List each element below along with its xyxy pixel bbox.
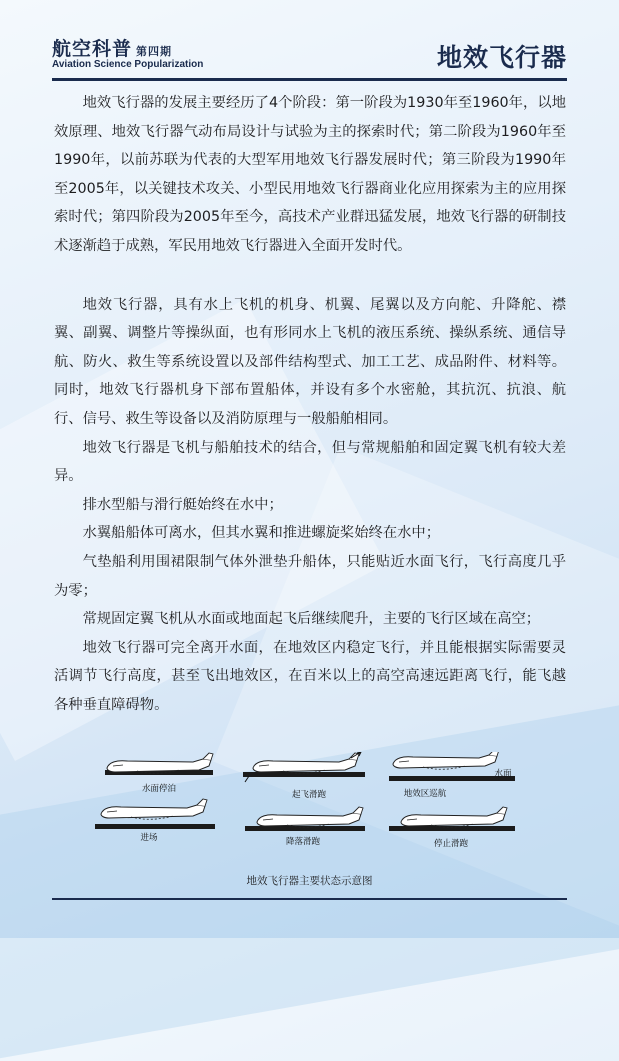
article-body [54, 89, 566, 719]
paragraph: 地效飞行器的发展主要经历了4个阶段：第一阶段为1930年至1960年，以地效原理、地效飞行器气动布局设计与试验为主的探索时代；第二阶段为1960年至1990年，以前苏联为代表的大型军用地效飞行器发展时代；第三阶段为1990年至2005年，以关键技术攻关、小型民用地效飞行器商业化应用探索为主的应用探索时代；第四阶段为2005年至今，高技术产业群迅猛发展，地效飞行器的研制技术逐渐趋于成熟，军民用地效飞行器进入全面开发时代。 [54, 95, 566, 254]
panel-landing [245, 807, 365, 831]
section-title: 地效飞行器 [436, 43, 567, 72]
label-cruise: 地效区巡航 [403, 789, 447, 799]
brand-name: 航空科普 [52, 38, 133, 60]
paragraph: 排水型船与滑行艇始终在水中； [82, 496, 283, 513]
label-approach: 进场 [140, 833, 158, 843]
issue-number: 第四期 [136, 45, 173, 58]
paragraph: 水翼船船体可离水，但其水翼和推进螺旋桨始终在水中； [82, 525, 441, 542]
panel-moored [105, 753, 213, 775]
page-header [52, 32, 567, 76]
paragraph: 地效飞行器可完全离开水面，在地效区内稳定飞行，并且能根据实际需要灵活调节飞行高度，甚至飞出地效区，在百米以上的高空高速远距离飞行，能飞越各种垂直障碍物。 [54, 639, 566, 713]
label-moored: 水面停泊 [141, 784, 177, 794]
figure-caption: 地效飞行器主要状态示意图 [246, 875, 373, 887]
brand-logo [52, 34, 172, 61]
paragraph-gap [54, 261, 566, 291]
panel-stopped [389, 807, 515, 831]
label-landing: 降落滑跑 [285, 837, 321, 847]
paragraph: 地效飞行器是飞机与船舶技术的结合，但与常规船舶和固定翼飞机有较大差异。 [54, 439, 566, 485]
state-diagram [95, 752, 525, 867]
panel-approach [95, 799, 215, 829]
footer-divider [52, 898, 567, 900]
header-divider [52, 78, 567, 81]
label-water: 水面 [494, 769, 512, 779]
label-stopped: 停止滑跑 [433, 839, 469, 849]
brand-english-name: Aviation Science Popularization [52, 59, 204, 70]
panel-takeoff [243, 752, 365, 782]
paragraph: 常规固定翼飞机从水面或地面起飞后继续爬升，主要的飞行区域在高空； [82, 611, 541, 628]
label-takeoff: 起飞滑跑 [291, 790, 327, 800]
paragraph: 气垫船利用围裙限制气体外泄垫升船体，只能贴近水面飞行，飞行高度几乎为零； [54, 553, 566, 599]
paragraph: 地效飞行器，具有水上飞机的机身、机翼、尾翼以及方向舵、升降舵、襟翼、副翼、调整片等操纵面，也有形同水上飞机的液压系统、操纵系统、通信导航、防火、救生等系统设置以及部件结构型式、加工工艺、成品附件、材料等。同时，地效飞行器机身下部布置船体，并设有多个水密舱，其抗沉、抗浪、航行、信号、救生等设备以及消防原理与一般船舶相同。 [54, 296, 566, 427]
